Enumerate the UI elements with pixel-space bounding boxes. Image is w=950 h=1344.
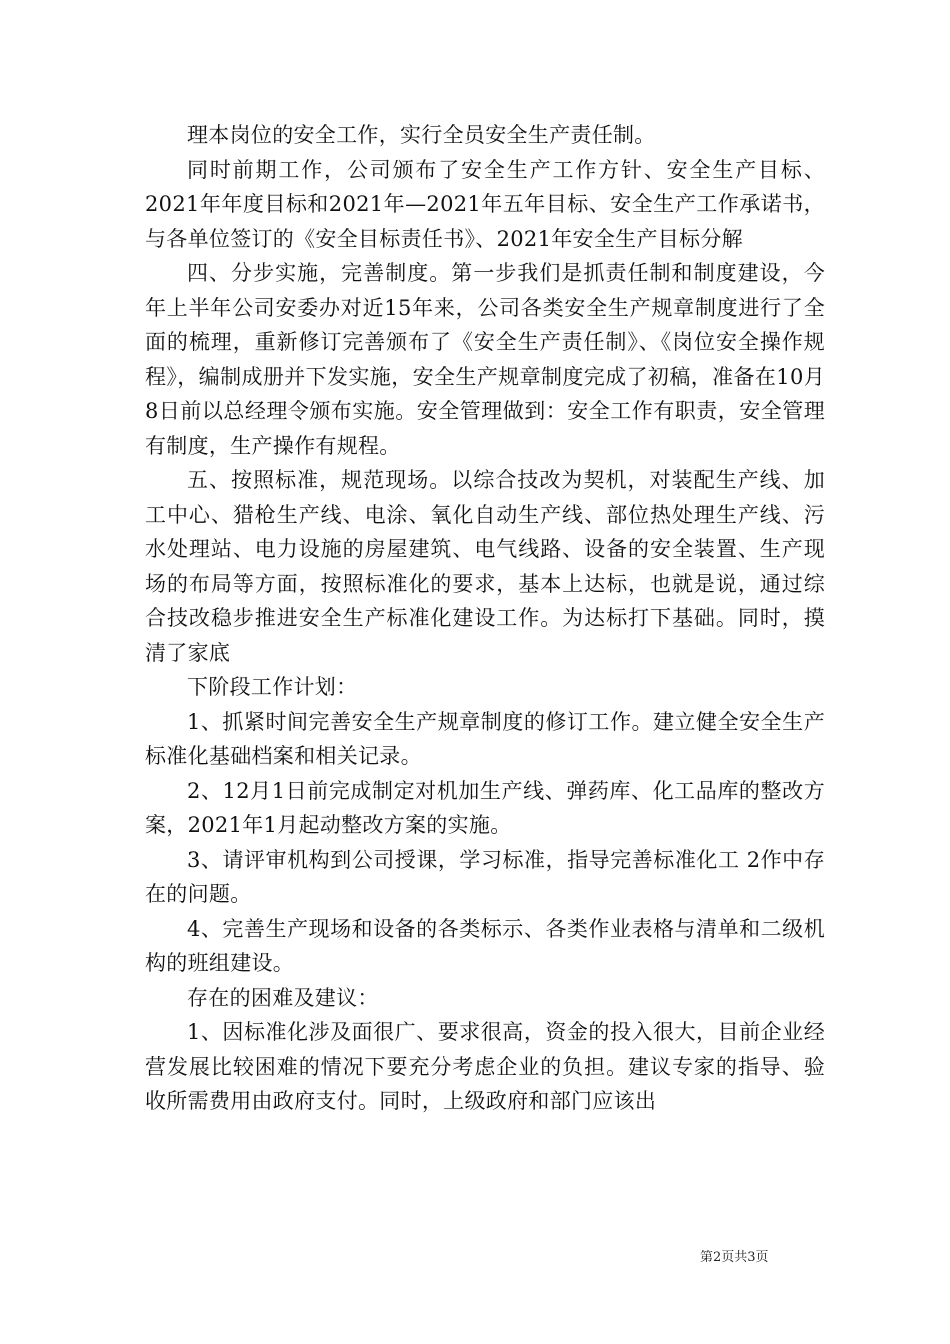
section-heading-difficulties: 存在的困难及建议： [187, 985, 379, 1010]
document-body [145, 118, 825, 1119]
paragraph-4: 五、按照标准，规范现场。以综合技改为契机，对装配生产线、加工中心、猎枪生产线、电涂、氧化自动生产线、部位热处理生产线、污水处理站、电力设施的房屋建筑、电气线路、设备的安全装置、生产现场的布局等方面，按照标准化的要求，基本上达标，也就是说，通过综合技改稳步推进安全生产标准化建设工作。为达标打下基础。同时，摸清了家底 [145, 468, 825, 665]
page-number-footer: 第2页共3页 [700, 1250, 769, 1265]
plan-item-4: 4、完善生产现场和设备的各类标示、各类作业表格与清单和二级机构的班组建设。 [145, 916, 825, 975]
plan-item-3: 3、请评审机构到公司授课，学习标准，指导完善标准化工 2作中存在的问题。 [145, 847, 825, 906]
section-heading-next-plan: 下阶段工作计划： [187, 675, 358, 699]
paragraph-1: 理本岗位的安全工作，实行全员安全生产责任制。 [187, 123, 656, 147]
difficulty-item-1: 1、因标准化涉及面很广、要求很高，资金的投入很大，目前企业经营发展比较困难的情况下要充分考虑企业的负担。建议专家的指导、验收所需费用由政府支付。同时，上级政府和部门应该出 [145, 1020, 825, 1113]
plan-item-2: 2、12月1日前完成制定对机加生产线、弹药库、化工品库的整改方案，2021年1月起动整改方案的实施。 [145, 778, 825, 837]
paragraph-2: 同时前期工作，公司颁布了安全生产工作方针、安全生产目标、2021年年度目标和2021年—2021年五年目标、安全生产工作承诺书，与各单位签订的《安全目标责任书》、2021年安全生产目标分解 [145, 157, 825, 251]
paragraph-3: 四、分步实施，完善制度。第一步我们是抓责任制和制度建设，今年上半年公司安委办对近15年来，公司各类安全生产规章制度进行了全面的梳理，重新修订完善颁布了《安全生产责任制》、《岗位安全操作规程》，编制成册并下发实施，安全生产规章制度完成了初稿，准备在10月8日前以总经理令颁布实施。安全管理做到：安全工作有职责，安全管理有制度，生产操作有规程。 [145, 261, 825, 458]
plan-item-1: 1、抓紧时间完善安全生产规章制度的修订工作。建立健全安全生产标准化基础档案和相关记录。 [145, 709, 825, 768]
